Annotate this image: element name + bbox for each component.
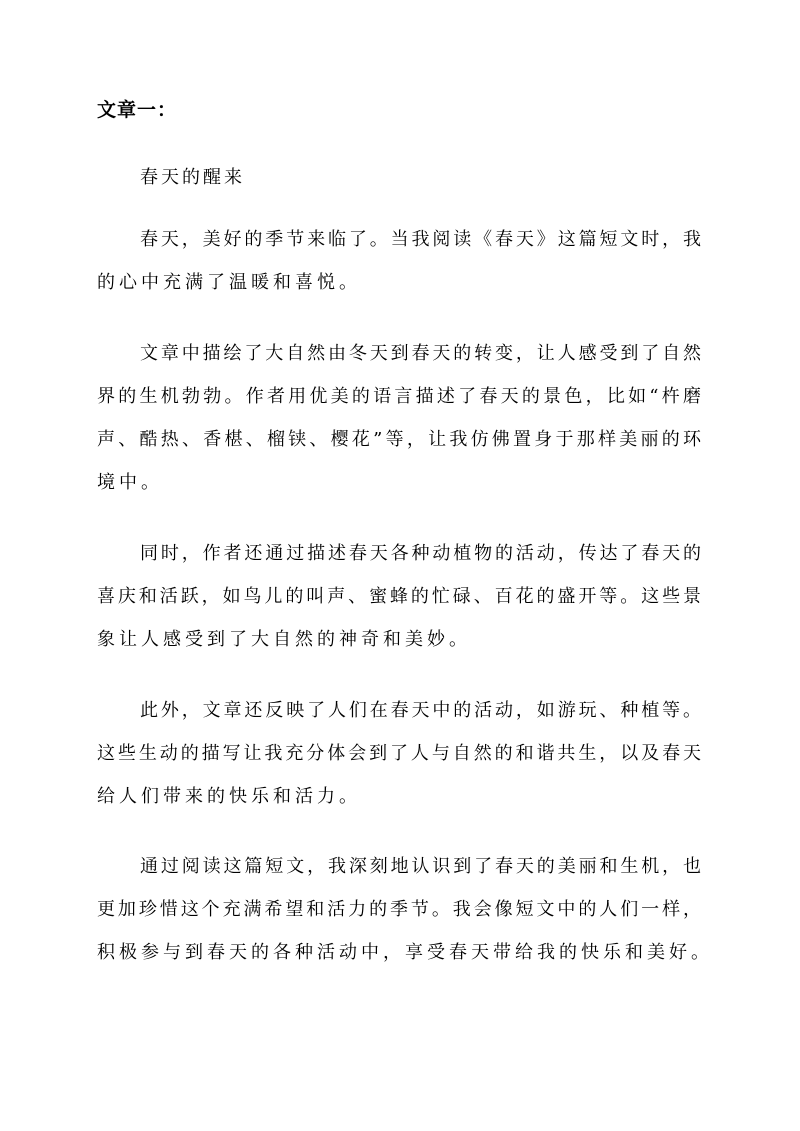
article-subtitle: 春天的醒来 — [140, 167, 245, 188]
paragraph-line: 的心中充满了温暖和喜悦。 — [97, 272, 361, 293]
paragraph-line: 文章中描绘了大自然由冬天到春天的转变，让人感受到了自然 — [140, 343, 701, 364]
paragraph-line: 界的生机勃勃。作者用优美的语言描述了春天的景色，比如“杵磨 — [97, 386, 701, 407]
paragraph-line: 这些生动的描写让我充分体会到了人与自然的和谐共生，以及春天 — [97, 743, 701, 764]
paragraph-line: 喜庆和活跃，如鸟儿的叫声、蜜蜂的忙碌、百花的盛开等。这些景 — [97, 586, 701, 607]
paragraph-line: 春天，美好的季节来临了。当我阅读《春天》这篇短文时，我 — [140, 229, 701, 250]
article-heading: 文章一： — [97, 99, 178, 121]
paragraph-line: 积极参与到春天的各种活动中，享受春天带给我的快乐和美好。 — [97, 942, 713, 963]
paragraph-line: 同时，作者还通过描述春天各种动植物的活动，传达了春天的 — [140, 543, 701, 564]
paragraph-line: 通过阅读这篇短文，我深刻地认识到了春天的美丽和生机，也 — [140, 856, 701, 877]
paragraph-line: 境中。 — [97, 472, 163, 493]
paragraph-line: 象让人感受到了大自然的神奇和美妙。 — [97, 629, 471, 650]
paragraph-line: 更加珍惜这个充满希望和活力的季节。我会像短文中的人们一样， — [97, 899, 701, 920]
paragraph-line: 此外，文章还反映了人们在春天中的活动，如游玩、种植等。 — [140, 700, 701, 721]
paragraph-line: 声、酷热、香椹、榴铗、樱花”等，让我仿佛置身于那样美丽的环 — [97, 429, 701, 450]
paragraph-line: 给人们带来的快乐和活力。 — [97, 786, 361, 807]
